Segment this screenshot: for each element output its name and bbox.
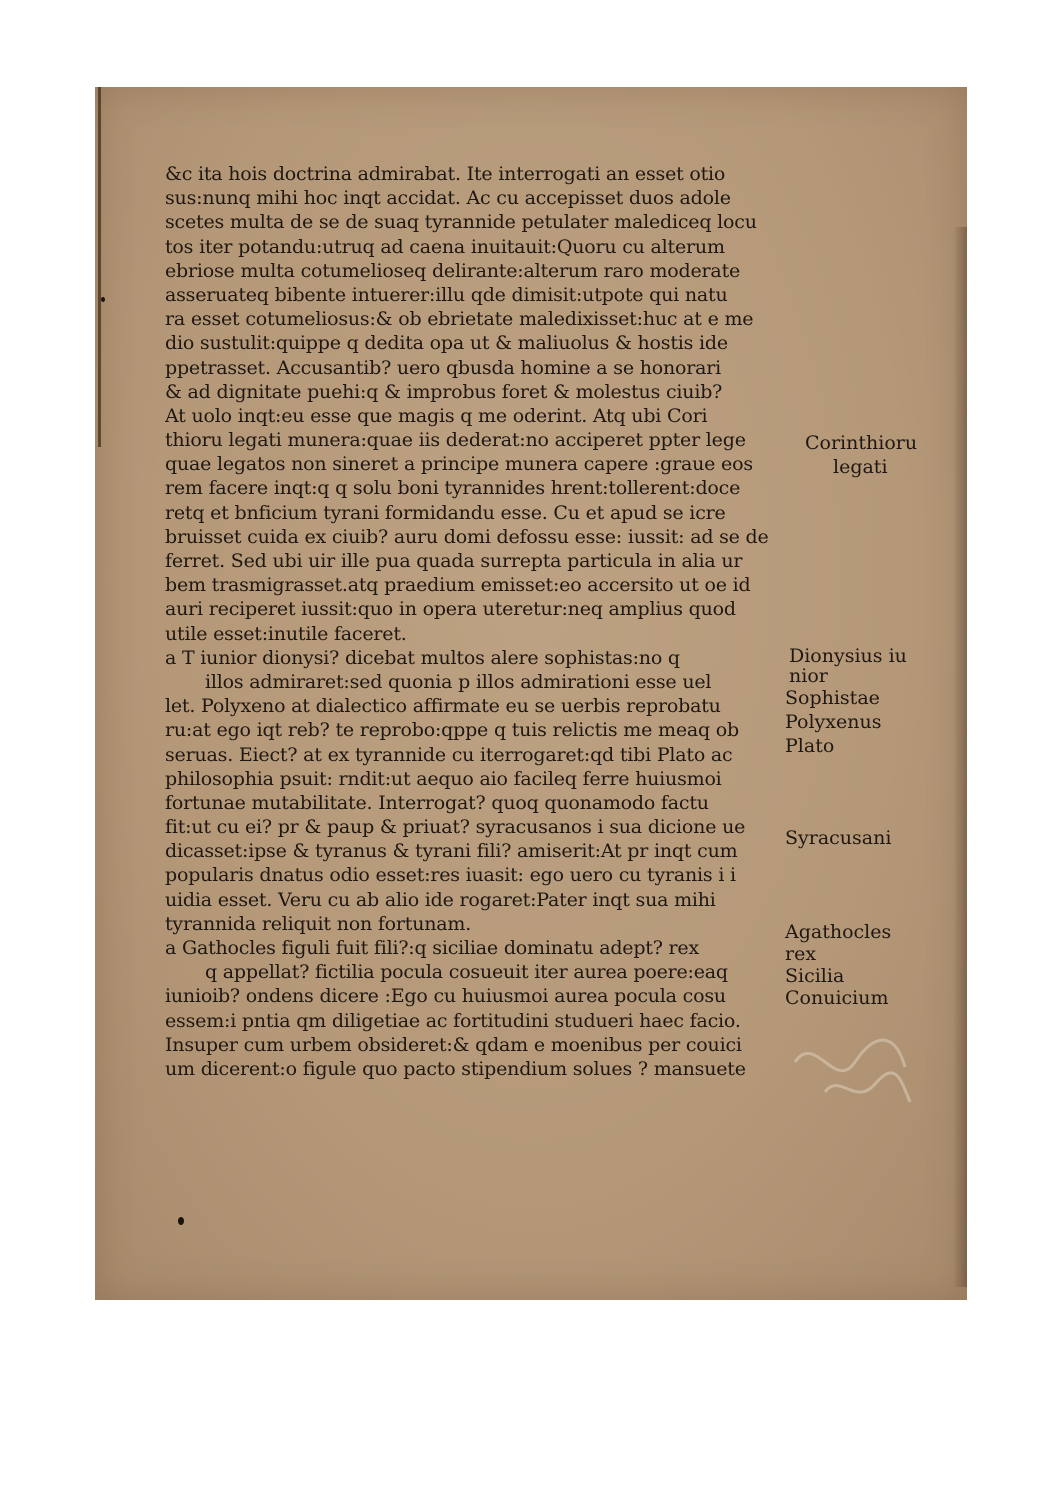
text-line: essem:i pntia qm diligetiae ac fortitudini studueri haec facio. — [165, 1009, 741, 1032]
text-line: a T iunior dionysi? dicebat multos alere sophistas:no q — [165, 646, 680, 669]
text-line: scetes multa de se de suaq tyrannide petulater malediceq locu — [165, 211, 757, 234]
text-line: um dicerent:o figule quo pacto stipendium solues ? mansuete — [165, 1057, 746, 1080]
text-line: bem trasmigrasset.atq praedium emisset:eo accersito ut oe id — [165, 574, 751, 597]
margin-note: Conuicium — [785, 987, 889, 1009]
text-line: tyrannida reliquit non fortunam. — [165, 912, 472, 935]
text-line: & ad dignitate puehi:q & improbus foret & molestus ciuib? — [165, 380, 723, 403]
text-line: asseruateq bibente intuerer:illu qde dimisit:utpote qui natu — [165, 283, 728, 306]
text-line: ferret. Sed ubi uir ille pua quada surrepta particula in alia ur — [165, 550, 743, 572]
text-line: popularis dnatus odio esset:res iuasit: ego uero cu tyranis i i — [165, 864, 736, 887]
text-line: Insuper cum urbem obsideret:& qdam e moenibus per couici — [165, 1033, 742, 1056]
margin-note: Sophistae — [785, 687, 880, 709]
text-line: illos admiraret:sed quonia p illos admirationi esse uel — [205, 670, 712, 693]
text-line: quae legatos non sineret a principe munera capere :graue eos — [165, 453, 753, 476]
text-line: rem facere inqt:q q solu boni tyrannides hrent:tollerent:doce — [165, 477, 741, 500]
margin-note: Polyxenus — [785, 711, 882, 733]
margin-note: Syracusani — [785, 827, 892, 849]
text-line: iunioib? ondens dicere :Ego cu huiusmoi aurea pocula cosu — [165, 985, 726, 1008]
ink-speck — [178, 1217, 184, 1225]
text-line: auri reciperet iussit:quo in opera uteretur:neq amplius quod — [165, 598, 736, 621]
margin-note: Corinthioru — [805, 432, 918, 454]
text-line: ppetrasset. Accusantib? uero qbusda homine a se honorari — [165, 356, 722, 379]
ink-speck — [101, 297, 105, 302]
watermark-flourish — [785, 1022, 915, 1112]
text-line: ru:at ego iqt reb? te reprobo:qppe q tuis relictis me meaq ob — [165, 719, 739, 742]
text-line: dicasset:ipse & tyranus & tyrani fili? amiserit:At pr inqt cum — [165, 840, 738, 863]
text-line: thioru legati munera:quae iis dederat:no acciperet ppter lege — [165, 429, 746, 452]
margin-note: Dionysius iu — [789, 645, 907, 667]
text-line: At uolo inqt:eu esse que magis q me oderint. Atq ubi Cori — [165, 404, 708, 427]
margin-note: Sicilia — [785, 965, 845, 987]
text-line: ra esset cotumeliosus:& ob ebrietate maledixisset:huc at e me — [165, 308, 754, 331]
text-line: &c ita hois doctrina admirabat. Ite interrogati an esset otio — [165, 163, 726, 185]
text-line: q appellat? fictilia pocula cosueuit iter aurea poere:eaq — [205, 961, 728, 984]
page-shadow-edge — [953, 227, 967, 1287]
text-line: uidia esset. Veru cu ab alio ide rogaret:Pater inqt sua mihi — [165, 888, 716, 911]
text-line: a Gathocles figuli fuit fili?:q siciliae dominatu adept? rex — [165, 937, 699, 959]
text-line: fit:ut cu ei? pr & paup & priuat? syracusanos i sua dicione ue — [165, 816, 746, 839]
text-line: utile esset:inutile faceret. — [165, 622, 407, 645]
text-line: ebriose multa cotumelioseq delirante:alterum raro moderate — [165, 259, 741, 282]
margin-note: nior — [789, 665, 828, 687]
text-line: dio sustulit:quippe q dedita opa ut & maliuolus & hostis ide — [165, 332, 728, 355]
margin-note: Agathocles — [785, 921, 892, 943]
page-binding-edge — [98, 87, 101, 447]
text-line: philosophia psuit: rndit:ut aequo aio facileq ferre huiusmoi — [165, 767, 722, 790]
text-line: tos iter potandu:utruq ad caena inuitauit:Quoru cu alterum — [165, 235, 725, 258]
manuscript-page — [95, 87, 967, 1300]
text-line: sus:nunq mihi hoc inqt accidat. Ac cu accepisset duos adole — [165, 187, 731, 210]
text-line: seruas. Eiect? at ex tyrannide cu iterrogaret:qd tibi Plato ac — [165, 743, 733, 766]
text-line: fortunae mutabilitate. Interrogat? quoq quonamodo factu — [165, 791, 709, 814]
margin-note: rex — [785, 943, 817, 965]
text-line: bruisset cuida ex ciuib? auru domi defossu esse: iussit: ad se de — [165, 525, 769, 548]
margin-note: legati — [833, 456, 888, 478]
margin-note: Plato — [785, 735, 835, 757]
main-text-block — [165, 162, 795, 1081]
text-line: retq et bnficium tyrani formidandu esse. Cu et apud se icre — [165, 501, 726, 524]
text-line: let. Polyxeno at dialectico affirmate eu se uerbis reprobatu — [165, 695, 721, 718]
